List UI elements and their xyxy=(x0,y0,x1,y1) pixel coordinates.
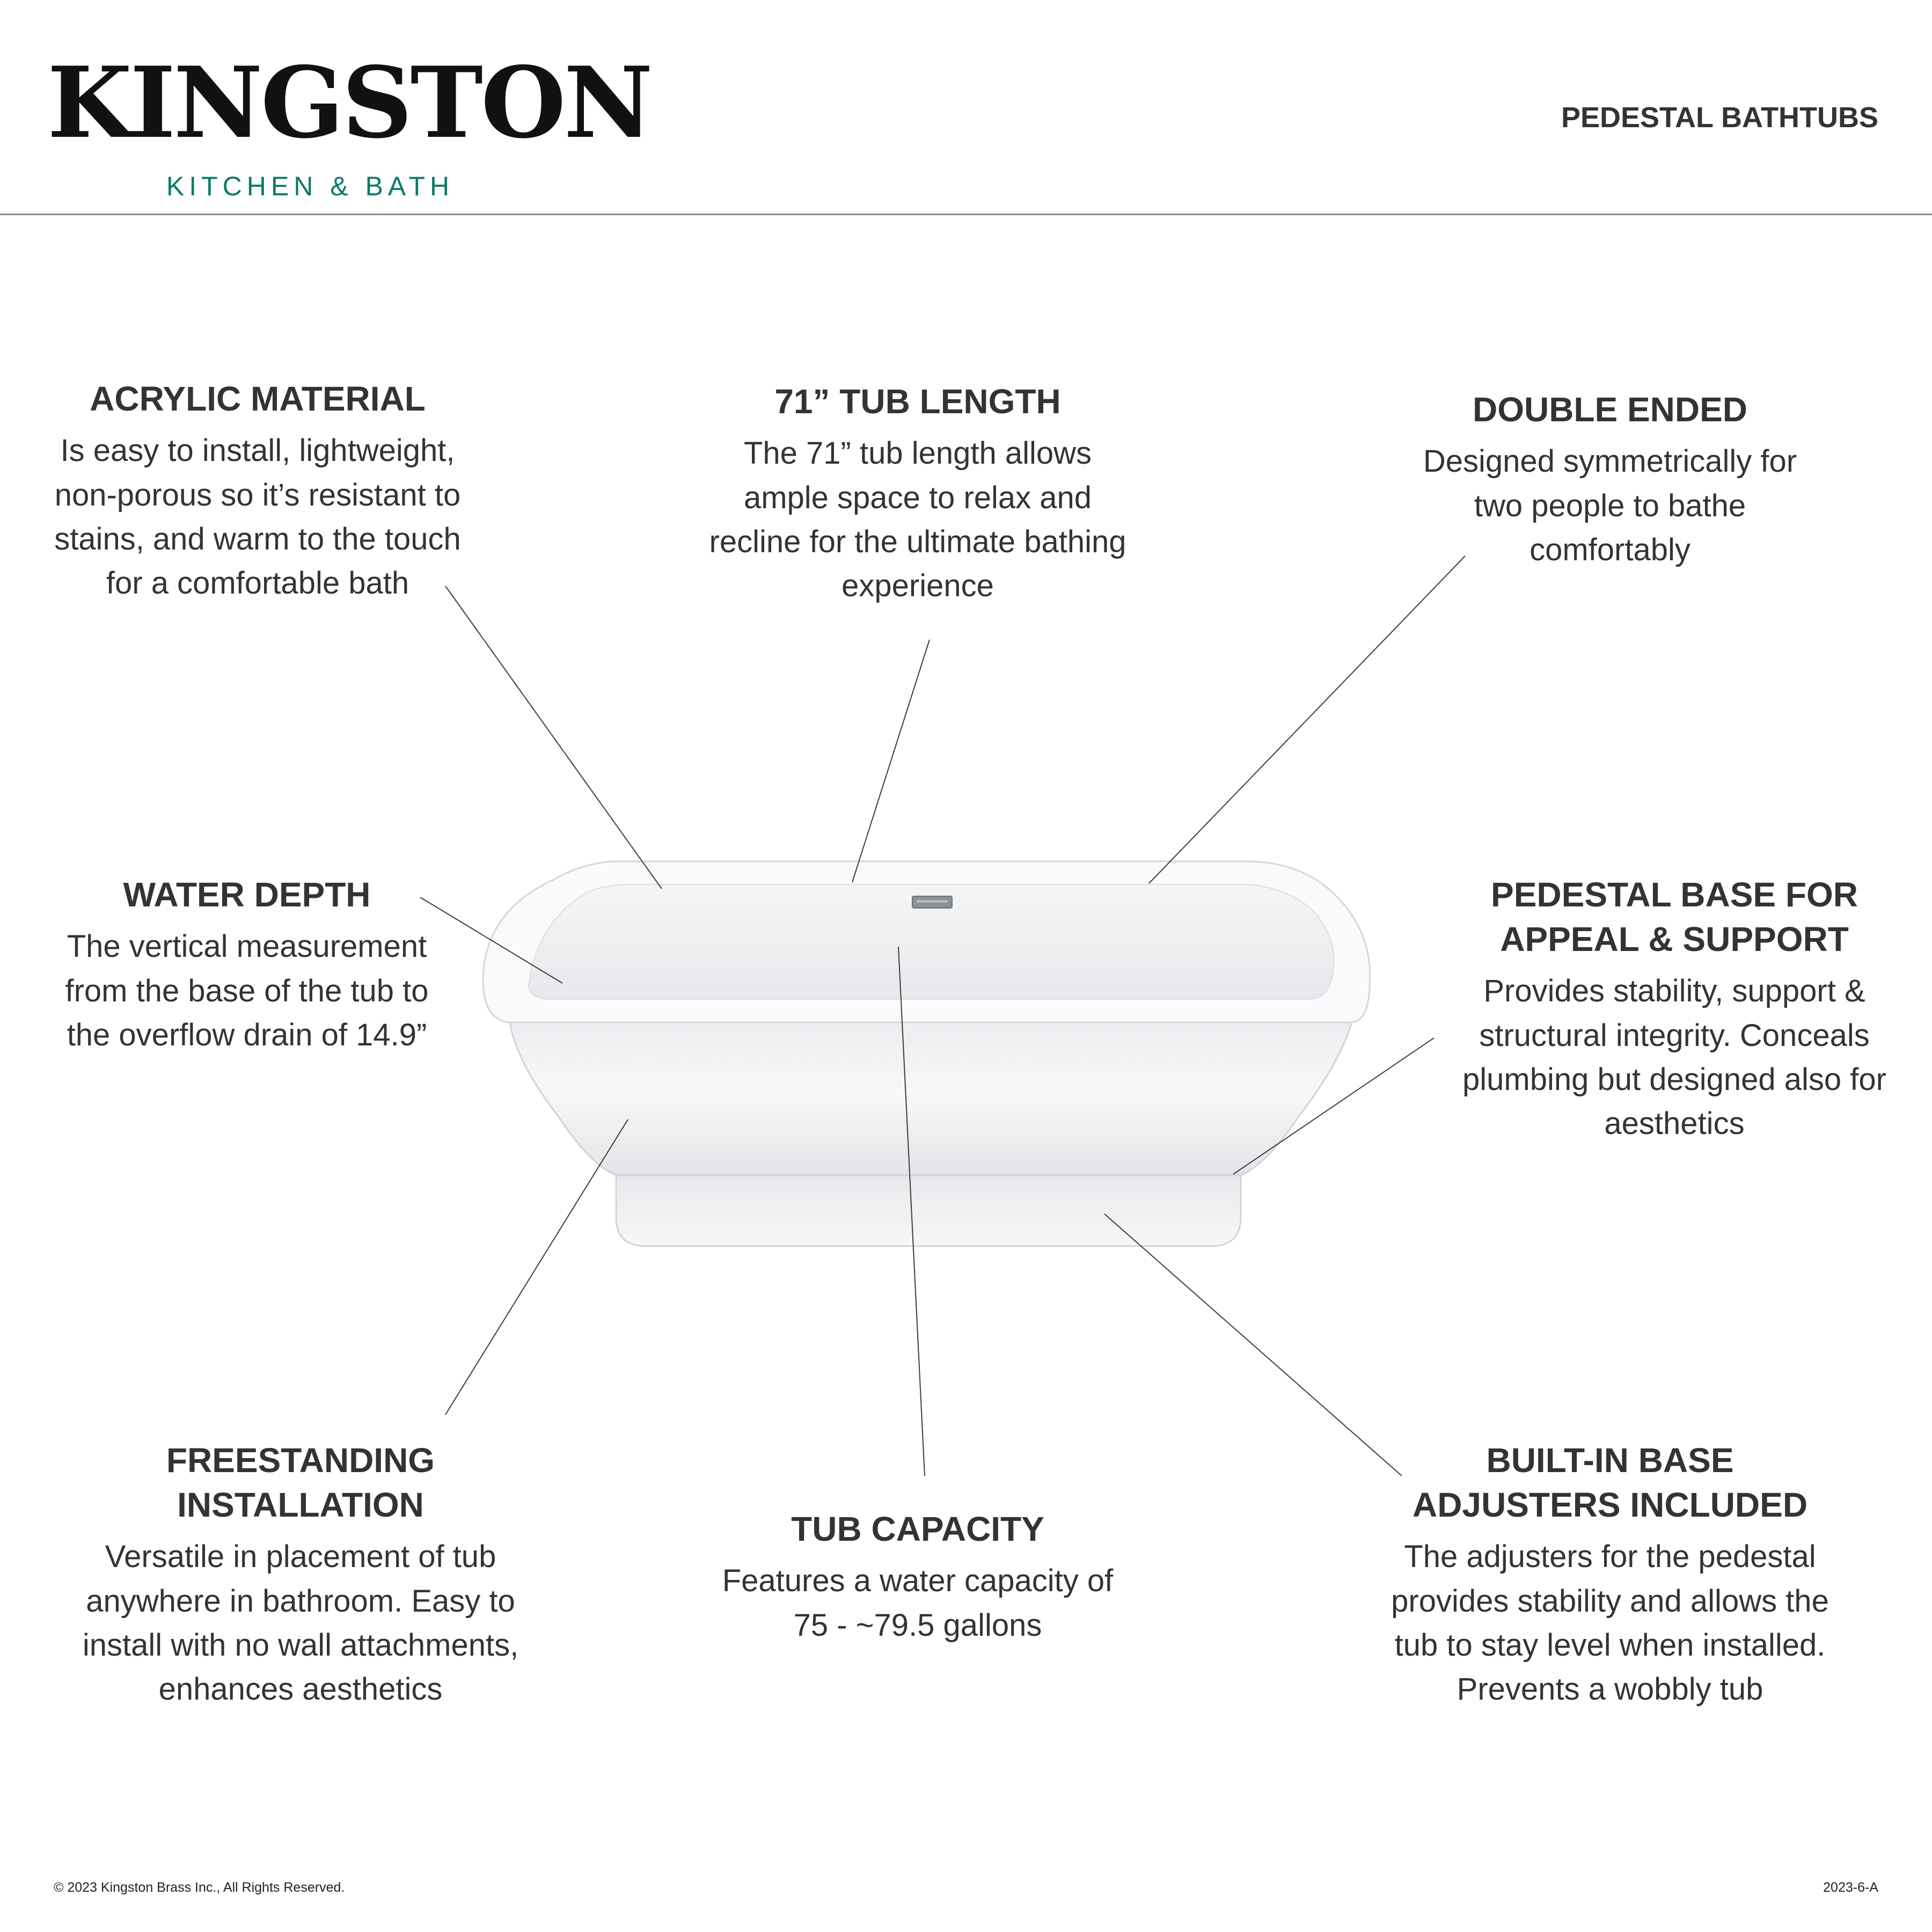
category-title: PEDESTAL BATHTUBS xyxy=(1561,101,1878,134)
leader-freestanding xyxy=(445,1119,628,1415)
callout-acrylic-material xyxy=(38,377,478,606)
callout-water-depth xyxy=(54,873,440,1057)
leader-depth xyxy=(420,897,562,983)
document-code: 2023-6-A xyxy=(1823,1880,1878,1895)
callout-title: PEDESTAL BASE FOR APPEAL & SUPPORT xyxy=(1491,875,1858,959)
leader-capacity xyxy=(898,947,925,1476)
callout-tub-capacity xyxy=(719,1507,1116,1648)
leader-double xyxy=(1149,556,1465,883)
callout-text: Designed symmetrically for two people to bathe comfortably xyxy=(1423,444,1797,567)
callout-freestanding xyxy=(80,1438,521,1712)
brand-name: KINGSTON xyxy=(47,45,651,160)
leader-adjusters xyxy=(1104,1214,1402,1476)
callout-text: The 71” tub length allows ample space to relax and recline for the ultimate bathing experience xyxy=(709,436,1126,604)
callout-text: Is easy to install, lightweight, non-porous so it’s resistant to stains, and warm to the touch for a comfortable bath xyxy=(54,433,461,601)
leader-acrylic xyxy=(445,586,662,889)
callout-title: 71” TUB LENGTH xyxy=(774,382,1061,421)
callout-text: The adjusters for the pedestal provides stability and allows the tub to stay level when installed. Prevents a wobbly tub xyxy=(1391,1539,1829,1707)
leader-pedestal xyxy=(1233,1038,1434,1174)
callout-base-adjusters xyxy=(1390,1438,1830,1712)
leader-length xyxy=(852,640,930,882)
callout-text: Provides stability, support & structural integrity. Conceals plumbing but designed also for aesthetics xyxy=(1462,974,1886,1141)
copyright-text: © 2023 Kingston Brass Inc., All Rights Reserved. xyxy=(54,1880,345,1895)
callout-text: The vertical measurement from the base of the tub to the overflow drain of 14.9” xyxy=(65,929,429,1052)
callout-title: DOUBLE ENDED xyxy=(1472,390,1748,429)
callout-title: TUB CAPACITY xyxy=(791,1510,1044,1548)
callout-title: BUILT-IN BASE ADJUSTERS INCLUDED xyxy=(1412,1441,1808,1525)
callout-title: FREESTANDING INSTALLATION xyxy=(166,1441,435,1525)
callout-title: ACRYLIC MATERIAL xyxy=(90,379,426,418)
callout-double-ended xyxy=(1406,387,1814,572)
brand-tagline: KITCHEN & BATH xyxy=(166,171,455,201)
callout-pedestal-base xyxy=(1449,873,1900,1146)
callout-title: WATER DEPTH xyxy=(123,875,371,914)
callout-text: Features a water capacity of 75 - ~79.5 gallons xyxy=(722,1563,1114,1643)
callout-text: Versatile in placement of tub anywhere in bathroom. Easy to install with no wall attachments, enhances aesthetics xyxy=(82,1539,519,1707)
callout-tub-length xyxy=(706,379,1130,609)
